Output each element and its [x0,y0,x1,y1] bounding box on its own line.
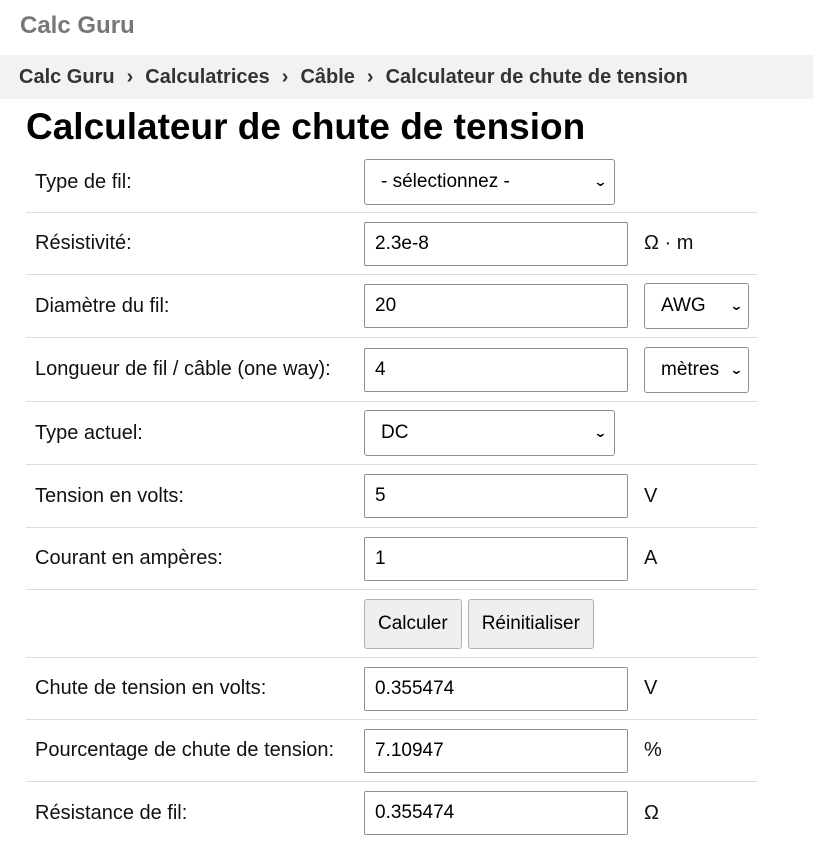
current-unit: A [644,547,658,569]
drop-percent-cell [364,729,644,773]
wire-length-label: Longueur de fil / câble (one way): [35,358,331,380]
chevron-down-icon: ⌄ [729,298,744,313]
wire-type-select[interactable] [364,159,615,205]
voltage-drop-unit: V [644,677,658,699]
current-type-cell [364,410,644,456]
resistivity-row [26,213,757,275]
current-type-select-value: DC [381,422,409,443]
resistivity-cell [364,222,644,266]
breadcrumb-separator-icon: › [281,65,289,88]
wire-resistance-cell [364,791,644,835]
wire-diameter-input[interactable] [364,284,628,328]
chevron-down-icon: ⌄ [593,425,608,440]
resistivity-input[interactable] [364,222,628,266]
wire-type-select-value: - sélectionnez - [381,171,510,192]
site-title[interactable]: Calc Guru [20,12,135,39]
current-label: Courant en ampères: [35,547,223,569]
voltage-drop-row [26,658,757,720]
voltage-label: Tension en volts: [35,484,184,507]
calculate-button[interactable]: Calculer [364,599,462,649]
current-input[interactable] [364,537,628,581]
wire-resistance-row [26,782,757,844]
wire-type-label: Type de fil: [35,170,132,193]
drop-percent-unit: % [644,739,662,761]
wire-length-cell [364,348,644,392]
current-type-row [26,402,757,465]
page-title: Calculateur de chute de tension [26,106,586,147]
wire-length-unit-value: mètres [661,358,720,380]
voltage-cell [364,474,644,518]
wire-diameter-unit-value: AWG [661,295,706,316]
calculator-form [26,152,757,844]
drop-percent-output[interactable] [364,729,628,773]
voltage-row [26,465,757,528]
breadcrumb-separator-icon: › [366,65,374,88]
wire-length-input[interactable] [364,348,628,392]
chevron-down-icon: ⌄ [593,174,608,189]
drop-percent-row [26,720,757,782]
wire-length-row [26,338,757,402]
voltage-input[interactable] [364,474,628,518]
resistivity-unit: Ω · m [644,232,694,254]
wire-length-unit-select[interactable] [644,347,749,393]
voltage-unit: V [644,484,658,507]
chevron-down-icon: ⌄ [729,361,744,377]
current-row [26,528,757,590]
wire-type-row [26,152,757,213]
voltage-drop-label: Chute de tension en volts: [35,677,267,699]
voltage-drop-output[interactable] [364,667,628,711]
wire-diameter-row [26,275,757,338]
drop-percent-label: Pourcentage de chute de tension: [35,739,335,761]
current-cell [364,537,644,581]
resistivity-label: Résistivité: [35,232,132,254]
breadcrumb-separator-icon: › [126,65,134,88]
wire-type-cell [364,159,644,205]
wire-resistance-output[interactable] [364,791,628,835]
current-type-label: Type actuel: [35,421,143,444]
reset-button[interactable]: Réinitialiser [468,599,594,649]
breadcrumb-item-calculators[interactable]: Calculatrices [145,65,270,88]
breadcrumb-item-current: Calculateur de chute de tension [385,65,688,88]
buttons-row [26,590,757,658]
wire-resistance-label: Résistance de fil: [35,801,188,824]
voltage-drop-cell [364,667,644,711]
wire-diameter-label: Diamètre du fil: [35,294,170,317]
wire-diameter-cell [364,284,644,328]
current-type-select[interactable] [364,410,615,456]
breadcrumb-item-cable[interactable]: Câble [300,65,355,88]
buttons-cell [364,599,600,649]
wire-diameter-unit-select[interactable] [644,283,749,329]
breadcrumb [0,55,813,99]
breadcrumb-item-home[interactable]: Calc Guru [19,65,115,88]
wire-resistance-unit: Ω [644,801,659,824]
